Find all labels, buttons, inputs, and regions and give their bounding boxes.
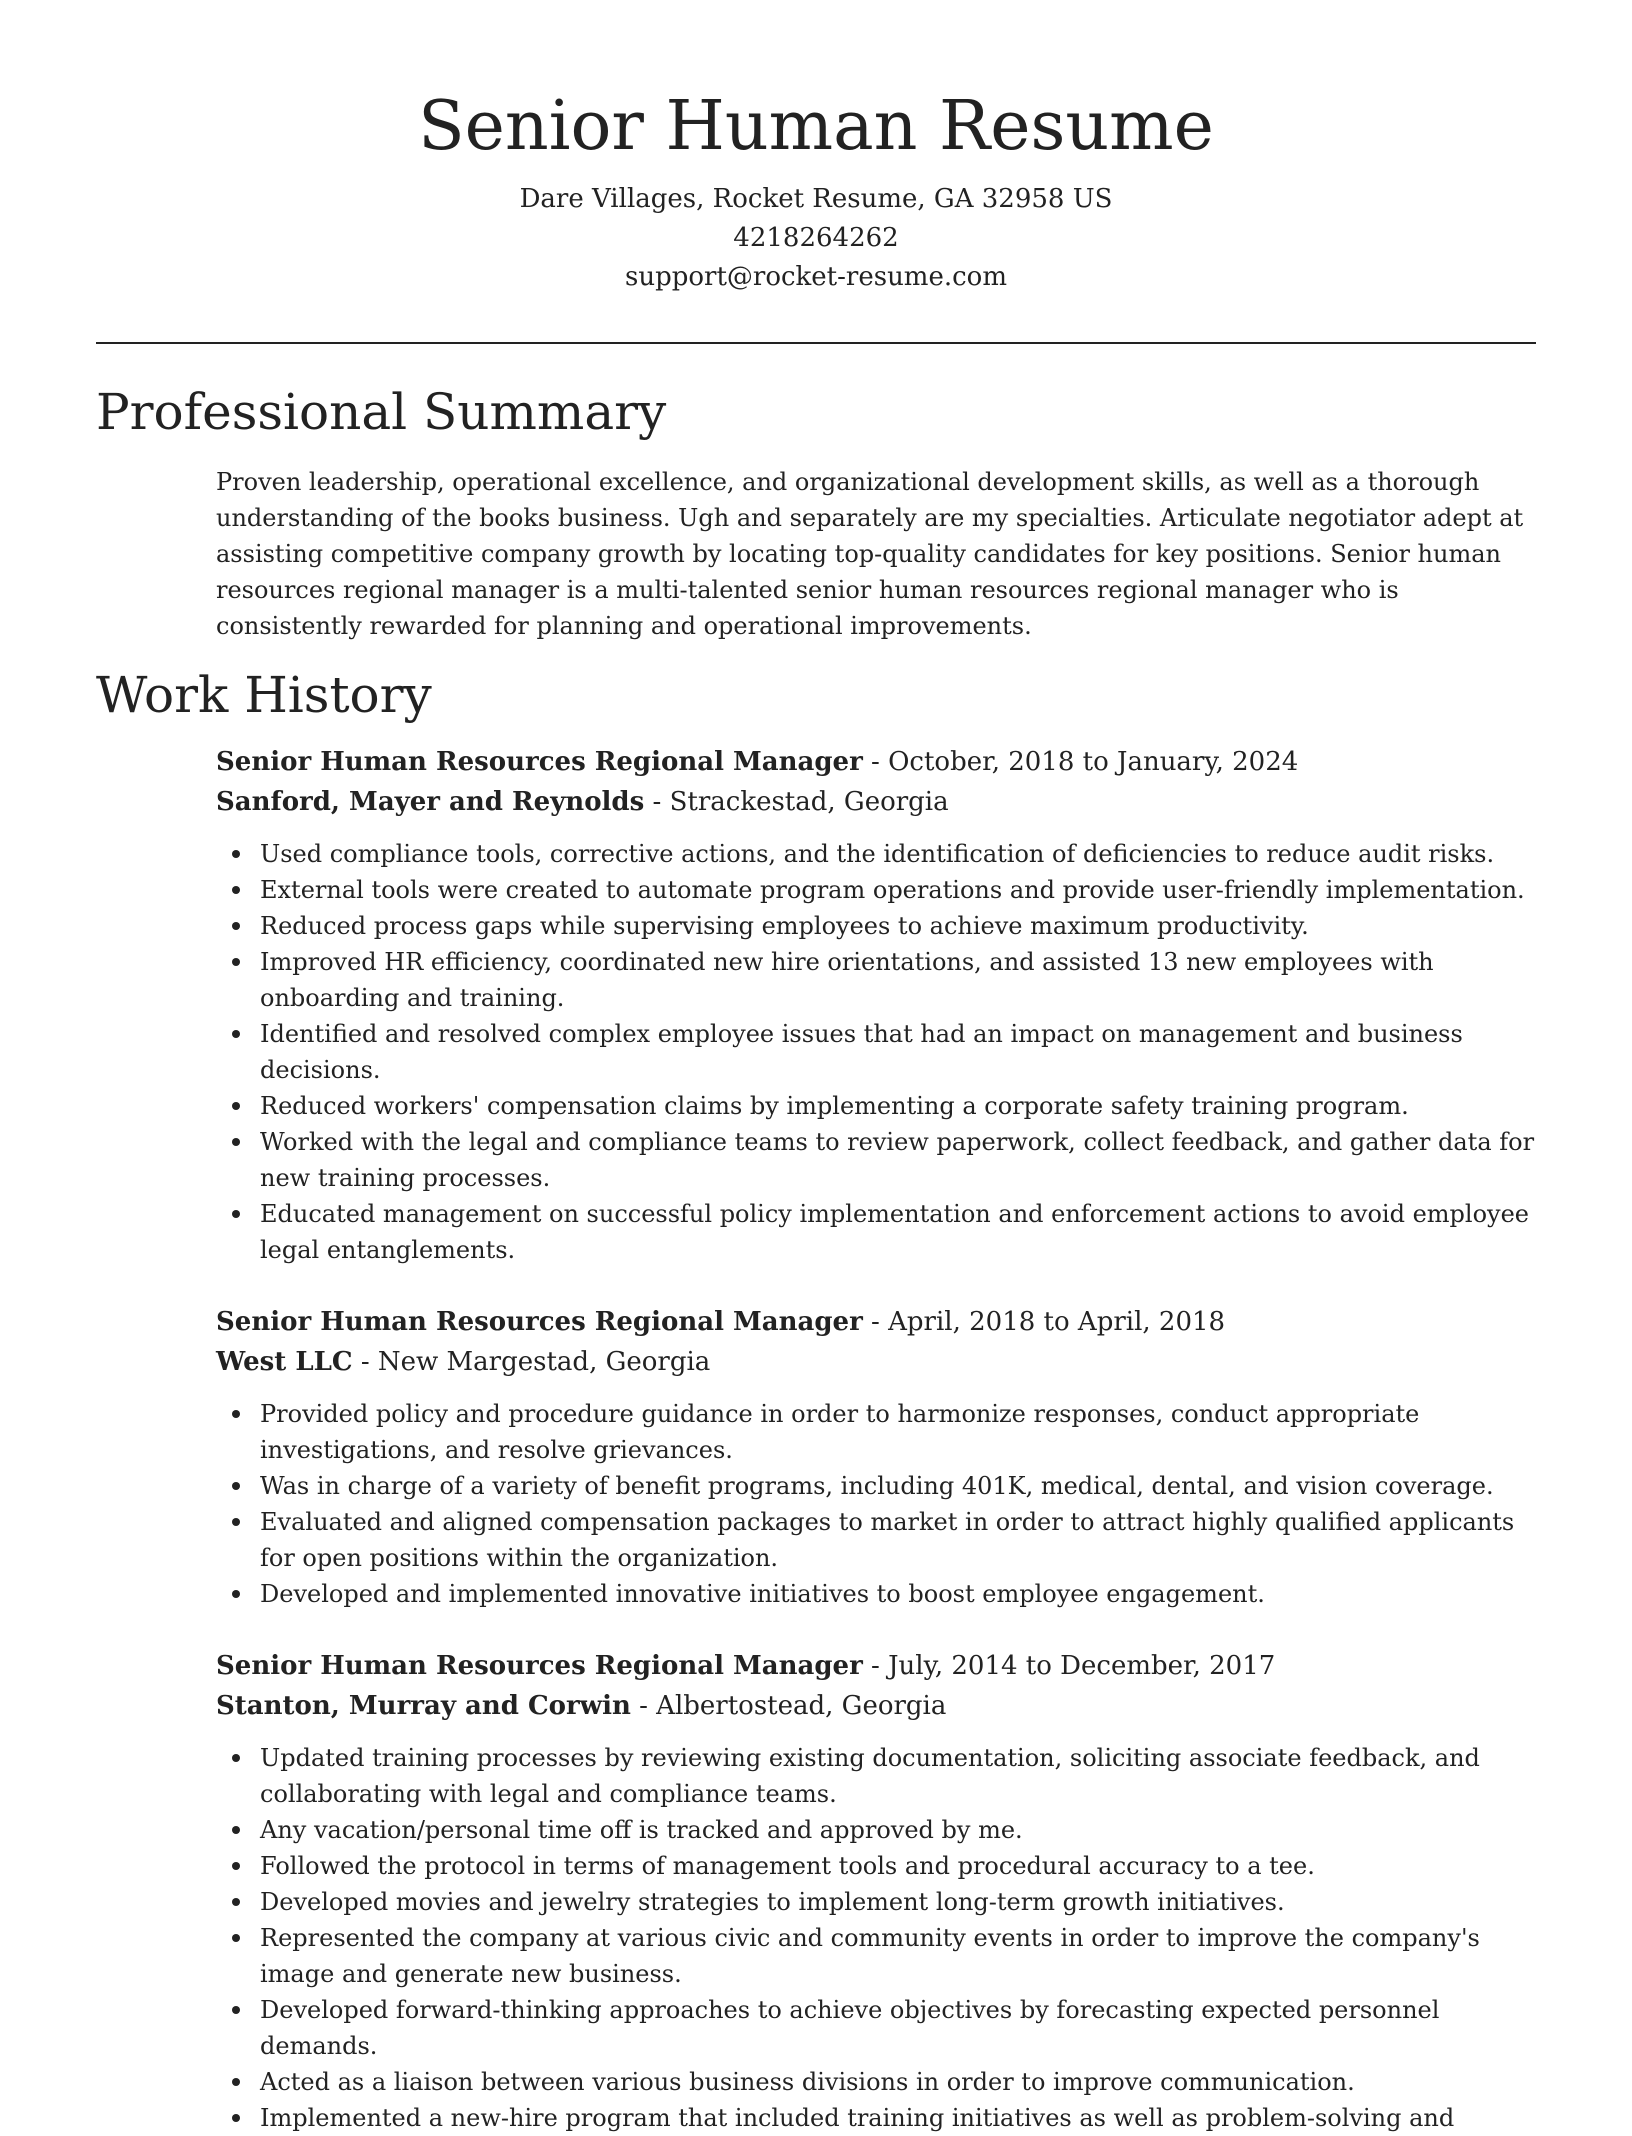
- job-title: Senior Human Resources Regional Manager: [216, 1307, 863, 1337]
- list-item: Reduced workers' compensation claims by implementing a corporate safety training program.: [260, 1088, 1546, 1124]
- list-item: Educated management on successful policy implementation and enforcement actions to avoid employee legal entanglements.: [260, 1196, 1546, 1268]
- list-item: Represented the company at various civic and community events in order to improve the company's image and generate new business.: [260, 1920, 1546, 1992]
- job-bullets: [216, 1740, 1546, 2136]
- list-item: Provided policy and procedure guidance in order to harmonize responses, conduct appropriate investigations, and resolve grievances.: [260, 1396, 1546, 1468]
- job-title: Senior Human Resources Regional Manager: [216, 1651, 863, 1681]
- list-item: Developed movies and jewelry strategies to implement long-term growth initiatives.: [260, 1884, 1546, 1920]
- list-item: Developed forward-thinking approaches to achieve objectives by forecasting expected personnel demands.: [260, 1992, 1546, 2064]
- job-dates: - July, 2014 to December, 2017: [862, 1651, 1276, 1681]
- header-divider: [96, 342, 1536, 344]
- list-item: Acted as a liaison between various business divisions in order to improve communication.: [260, 2064, 1546, 2100]
- job-entry: [216, 1646, 1546, 2136]
- list-item: Was in charge of a variety of benefit programs, including 401K, medical, dental, and vision coverage.: [260, 1468, 1546, 1504]
- section-title-summary: Professional Summary: [96, 383, 667, 441]
- list-item: Worked with the legal and compliance teams to review paperwork, collect feedback, and gather data for new training processes.: [260, 1124, 1546, 1196]
- job-location: - New Margestad, Georgia: [352, 1347, 711, 1377]
- list-item: Used compliance tools, corrective actions, and the identification of deficiencies to reduce audit risks.: [260, 836, 1546, 872]
- job-company-line: [216, 1342, 1546, 1382]
- job-location: - Albertostead, Georgia: [630, 1691, 947, 1721]
- list-item: Identified and resolved complex employee issues that had an impact on management and business decisions.: [260, 1016, 1546, 1088]
- summary-text: Proven leadership, operational excellence, and organizational development skills, as well as a thorough understanding of the books business. Ugh and separately are my specialties. Articulate negotiator adept at assisting competitive company growth by locating top-quality candidates for key positions. Senior human resources regional manager is a multi-talented senior human resources regional manager who is consistently rewarded for planning and operational improvements.: [216, 468, 1524, 640]
- job-company: West LLC: [216, 1347, 353, 1377]
- list-item: Developed and implemented innovative initiatives to boost employee engagement.: [260, 1576, 1546, 1612]
- section-title-work-history: Work History: [96, 666, 432, 724]
- job-dates: - October, 2018 to January, 2024: [862, 747, 1299, 777]
- list-item: Followed the protocol in terms of management tools and procedural accuracy to a tee.: [260, 1848, 1546, 1884]
- job-company: Stanton, Murray and Corwin: [216, 1691, 631, 1721]
- job-entry: [216, 1302, 1546, 1612]
- list-item: Implemented a new-hire program that included training initiatives as well as problem-solving and: [260, 2100, 1546, 2136]
- list-item: Updated training processes by reviewing existing documentation, soliciting associate feedback, and collaborating with legal and compliance teams.: [260, 1740, 1546, 1812]
- contact-address: Dare Villages, Rocket Resume, GA 32958 US: [519, 184, 1113, 214]
- contact-block: [0, 180, 1632, 297]
- resume-header: [0, 82, 1632, 297]
- job-bullets: [216, 1396, 1546, 1612]
- candidate-name: Senior Human Resume: [418, 87, 1214, 166]
- list-item: Improved HR efficiency, coordinated new hire orientations, and assisted 13 new employees with onboarding and training.: [260, 944, 1546, 1016]
- list-item: Evaluated and aligned compensation packages to market in order to attract highly qualified applicants for open positions within the organization.: [260, 1504, 1546, 1576]
- job-dates: - April, 2018 to April, 2018: [862, 1307, 1226, 1337]
- job-title-line: [216, 1302, 1546, 1342]
- job-bullets: [216, 836, 1546, 1268]
- list-item: External tools were created to automate program operations and provide user-friendly implementation.: [260, 872, 1546, 908]
- job-title-line: [216, 742, 1546, 782]
- job-title-line: [216, 1646, 1546, 1686]
- job-title: Senior Human Resources Regional Manager: [216, 747, 863, 777]
- job-entry: [216, 742, 1546, 1268]
- contact-email: support@rocket-resume.com: [624, 262, 1007, 292]
- list-item: Reduced process gaps while supervising employees to achieve maximum productivity.: [260, 908, 1546, 944]
- job-company: Sanford, Mayer and Reynolds: [216, 787, 645, 817]
- job-location: - Strackestad, Georgia: [644, 787, 949, 817]
- contact-phone: 4218264262: [733, 223, 899, 253]
- job-company-line: [216, 1686, 1546, 1726]
- list-item: Any vacation/personal time off is tracked and approved by me.: [260, 1812, 1546, 1848]
- job-company-line: [216, 782, 1546, 822]
